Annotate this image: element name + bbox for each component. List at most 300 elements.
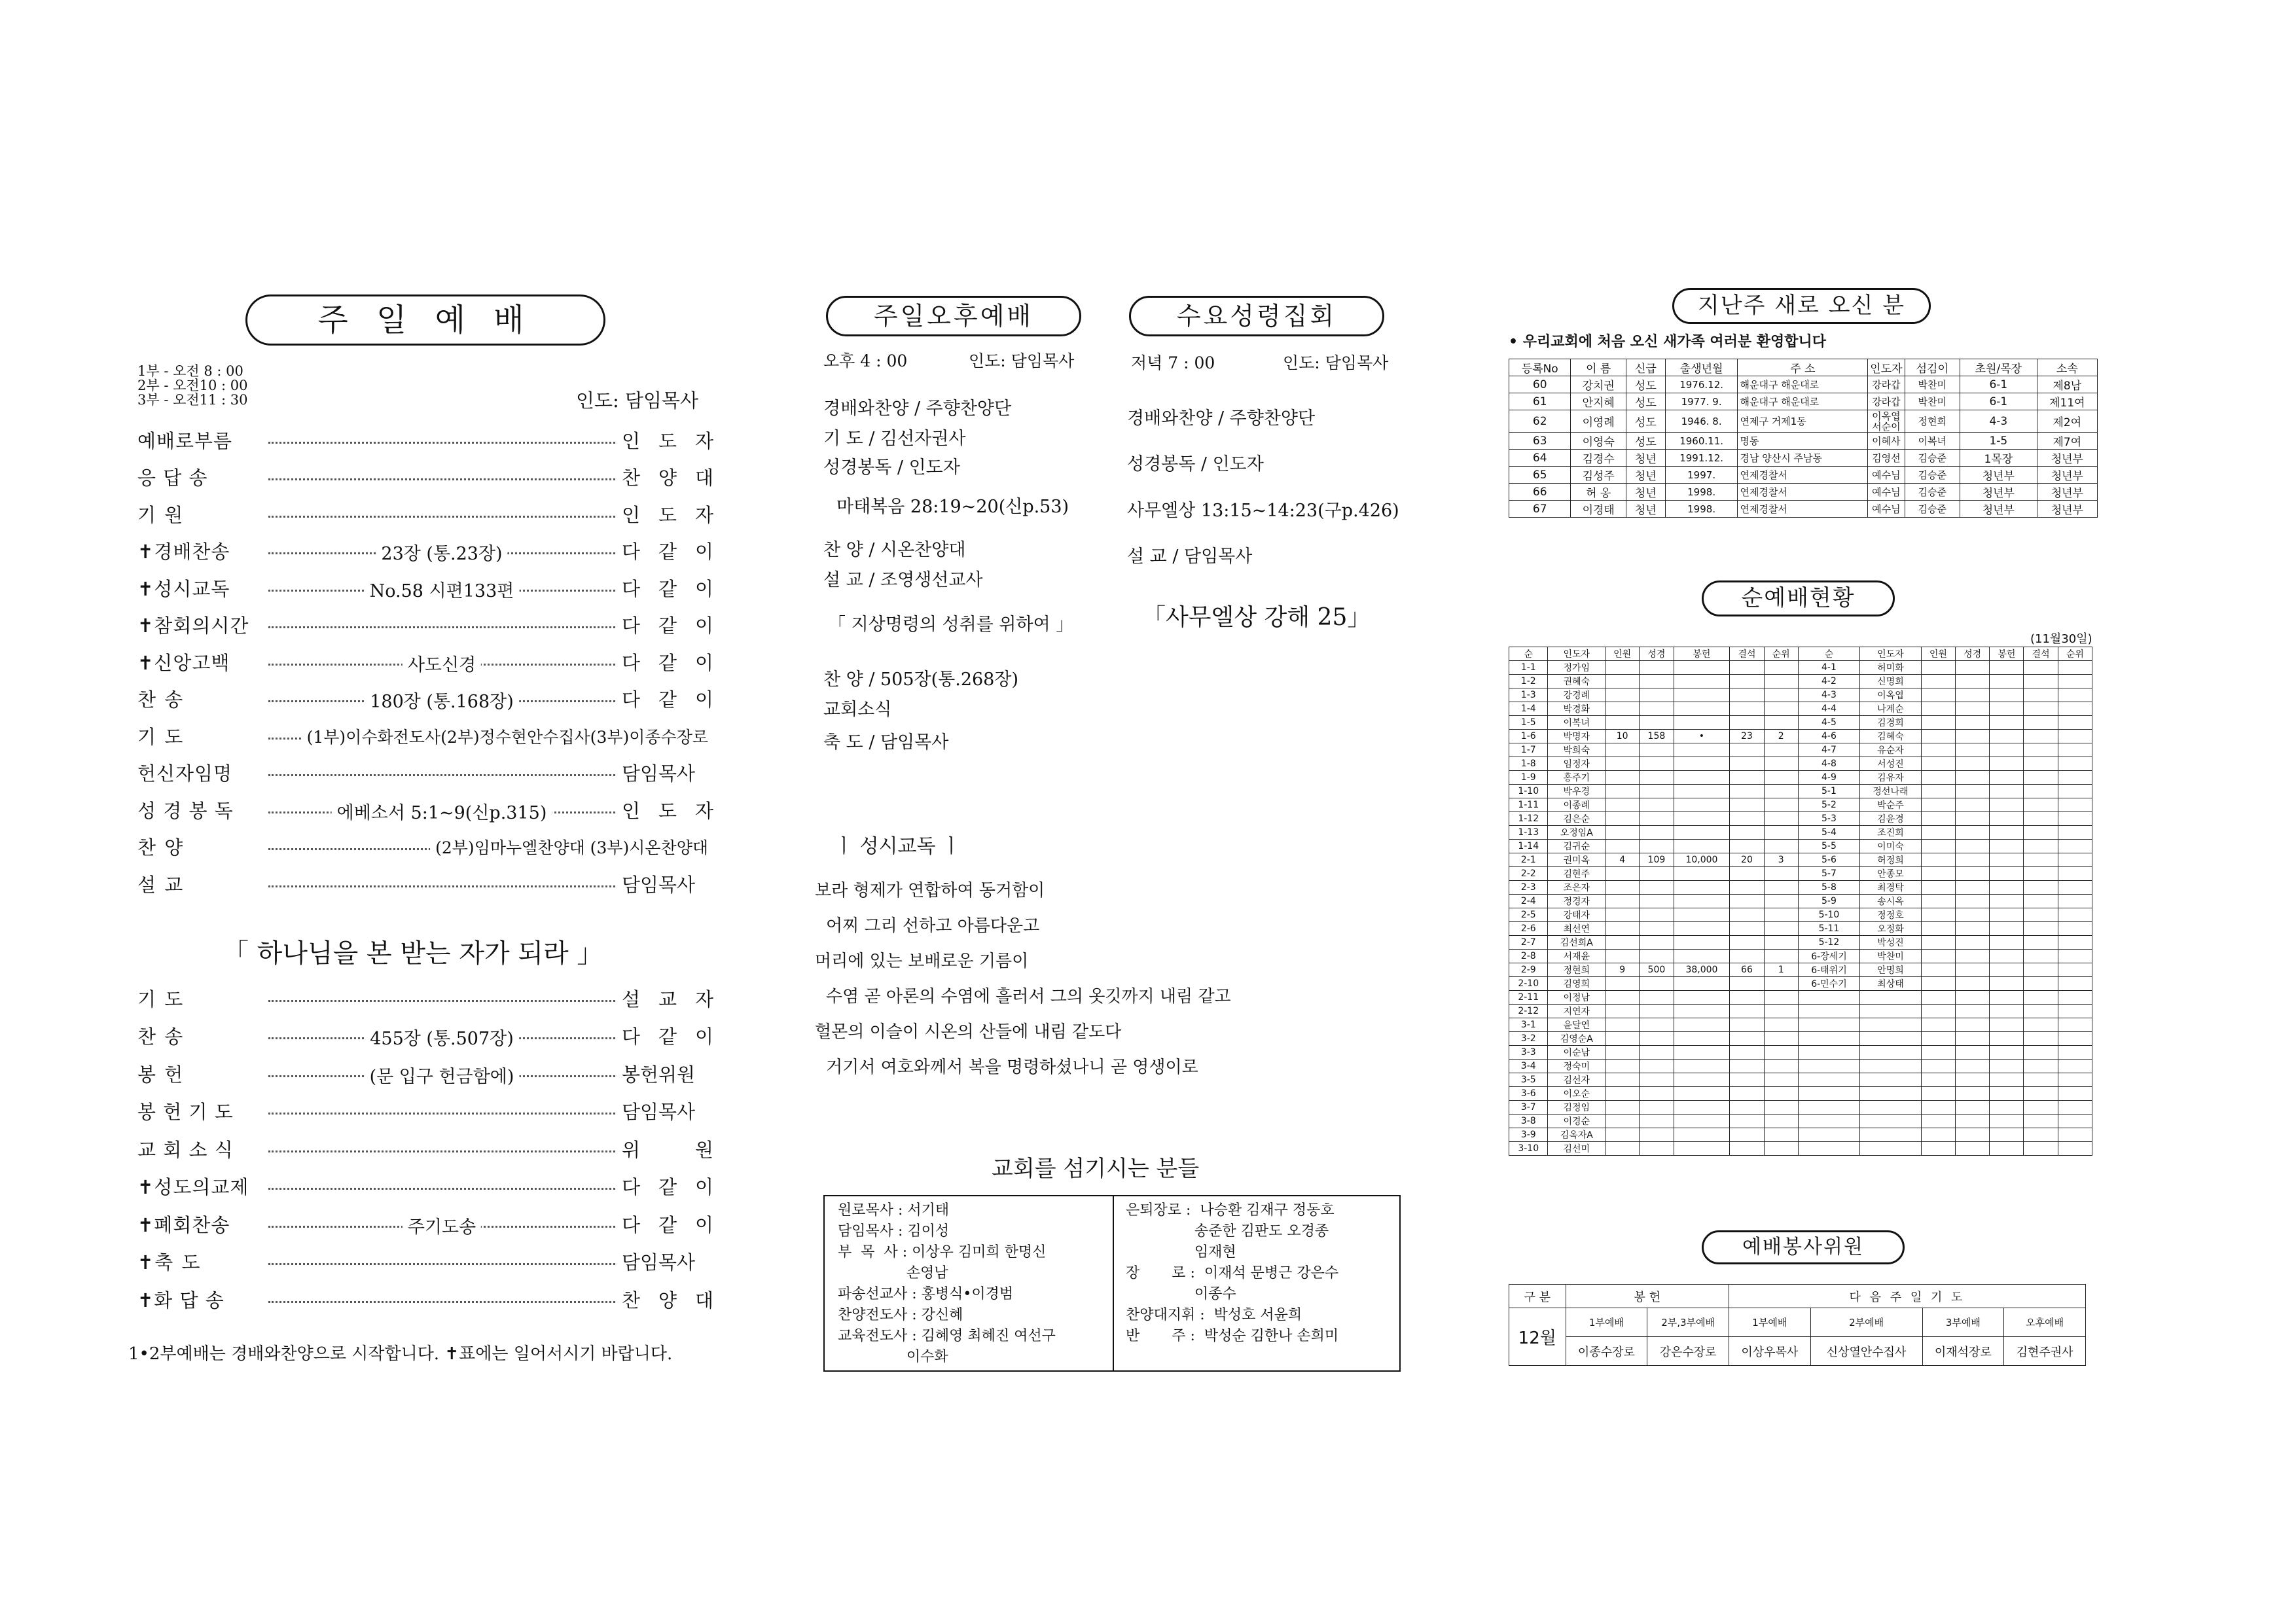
order-row — [137, 501, 713, 527]
table-header-cell: 주 소 — [1738, 359, 1868, 376]
table-header-cell: 출생년월 — [1665, 359, 1738, 376]
table-cell — [1956, 1142, 1990, 1156]
table-cell: 5-12 — [1798, 936, 1859, 950]
wednesday-title: 수요성령집회 — [1176, 302, 1337, 330]
table-cell — [2058, 1101, 2092, 1115]
table-cell — [1730, 1032, 1764, 1046]
table-cell — [1860, 991, 1922, 1005]
servant-line: 원로목사 : 서기태 — [838, 1202, 950, 1219]
order-label: 봉 헌 기 도 — [137, 1101, 234, 1123]
servant-line: 장 로 : 이재석 문병근 강은수 — [1126, 1265, 1339, 1281]
table-row — [1509, 963, 2092, 977]
table-row — [1509, 688, 2092, 702]
table-cell — [1956, 1060, 1990, 1073]
table-cell — [1730, 1128, 1764, 1142]
reading-line: 거기서 여호와께서 복을 명령하셨나니 곧 영생이로 — [826, 1058, 1198, 1077]
table-row — [1509, 410, 2098, 433]
order-row — [137, 612, 713, 638]
table-row — [1509, 1142, 2092, 1156]
order-row — [137, 575, 713, 601]
table-cell: 이종례 — [1548, 798, 1605, 812]
table-cell — [2024, 840, 2058, 853]
table-cell — [1860, 1046, 1922, 1060]
table-cell: 안명희 — [1860, 963, 1922, 977]
table-cell — [1990, 688, 2024, 702]
table-cell — [1674, 881, 1730, 895]
table-cell — [1764, 1101, 1798, 1115]
committee-sub-1: 2부,3부예배 — [1647, 1308, 1729, 1337]
table-header-cell: 인도자 — [1868, 359, 1905, 376]
table-cell — [1730, 1087, 1764, 1101]
table-cell: 이미숙 — [1860, 840, 1922, 853]
table-cell — [1674, 840, 1730, 853]
table-cell: 박희숙 — [1548, 743, 1605, 757]
table-cell — [1640, 1060, 1674, 1073]
table-cell — [1921, 743, 1955, 757]
order-person: 찬 양 대 — [622, 467, 713, 489]
table-cell: 1977. 9. — [1665, 393, 1738, 410]
table-cell — [1640, 798, 1674, 812]
servant-line: 찬양대지휘 : 박성호 서윤희 — [1126, 1307, 1302, 1323]
table-cell — [1860, 1005, 1922, 1018]
table-cell: 정경자 — [1548, 895, 1605, 908]
table-cell — [1730, 771, 1764, 785]
table-cell — [1605, 812, 1640, 826]
table-cell — [1921, 963, 1955, 977]
afternoon-line: 경배와찬양 / 주향찬양단 — [823, 399, 1012, 419]
table-cell — [2058, 922, 2092, 936]
order-label: ✝신앙고백 — [137, 651, 230, 674]
order-person: 봉헌위원 — [622, 1063, 696, 1086]
table-cell — [1990, 922, 2024, 936]
order-leader-dots — [268, 1263, 615, 1265]
table-cell — [1640, 702, 1674, 716]
table-cell — [1674, 1032, 1730, 1046]
table-cell: 4-3 — [1798, 688, 1859, 702]
table-cell — [1730, 826, 1764, 840]
table-cell — [1990, 908, 2024, 922]
servant-line: 반 주 : 박성순 김한나 손희미 — [1126, 1328, 1339, 1344]
table-cell: 청년부 — [1960, 467, 2037, 484]
table-cell: 김혜숙 — [1860, 730, 1922, 743]
table-row — [1509, 826, 2092, 840]
table-cell — [2058, 908, 2092, 922]
table-cell — [1674, 1060, 1730, 1073]
table-cell — [2058, 1046, 2092, 1060]
table-row — [1509, 467, 2098, 484]
table-cell — [1674, 1101, 1730, 1115]
table-cell — [1921, 1115, 1955, 1128]
table-cell: 연제경찰서 — [1738, 501, 1868, 518]
table-cell — [1798, 1060, 1859, 1073]
order-leader-dots — [268, 580, 615, 601]
sunday-title-box — [245, 294, 605, 346]
table-cell — [1674, 743, 1730, 757]
table-cell: 강라갑 — [1868, 376, 1905, 393]
table-cell: 1-3 — [1509, 688, 1548, 702]
table-cell — [1956, 702, 1990, 716]
table-cell — [2024, 661, 2058, 675]
committee-h-prayer: 다 음 주 일 기 도 — [1729, 1285, 2085, 1308]
table-cell: 이복녀 — [1905, 433, 1960, 450]
committee-sub-5: 오후예배 — [2004, 1308, 2086, 1337]
table-cell — [1990, 1101, 2024, 1115]
table-cell: 제11여 — [2037, 393, 2097, 410]
order-person: 찬 양 대 — [622, 1289, 713, 1311]
servant-line: 이수화 — [838, 1349, 948, 1365]
table-cell: 안종모 — [1860, 867, 1922, 881]
table-row — [1509, 895, 2092, 908]
table-cell: 신명희 — [1860, 675, 1922, 688]
table-cell — [1674, 812, 1730, 826]
order-leader-dots — [268, 1000, 615, 1002]
table-cell — [1640, 716, 1674, 730]
table-cell — [1764, 826, 1798, 840]
table-cell — [1674, 867, 1730, 881]
sunday-sermon-title: 「 하나님을 본 받는 자가 되라 」 — [223, 938, 603, 969]
newcomers-title: 지난주 새로 오신 분 — [1697, 293, 1906, 319]
table-cell — [2024, 1046, 2058, 1060]
table-cell: 1960.11. — [1665, 433, 1738, 450]
sunday-note: 1•2부예배는 경배와찬양으로 시작합니다. ✝표에는 일어서시기 바랍니다. — [128, 1344, 673, 1364]
table-cell — [1674, 771, 1730, 785]
table-cell — [1956, 1115, 1990, 1128]
table-cell — [1605, 1115, 1640, 1128]
reading-line: 머리에 있는 보배로운 기름이 — [815, 952, 1029, 971]
table-cell — [1990, 840, 2024, 853]
committee-name-3: 신상열안수집사 — [1810, 1337, 1922, 1366]
servant-line: 교육전도사 : 김혜영 최혜진 여선구 — [838, 1328, 1056, 1344]
table-cell — [1674, 688, 1730, 702]
table-cell — [1730, 702, 1764, 716]
table-cell — [1764, 1142, 1798, 1156]
table-cell — [1605, 1142, 1640, 1156]
order-leader-dots — [268, 1150, 615, 1152]
table-cell — [2058, 1005, 2092, 1018]
table-cell — [1990, 895, 2024, 908]
order-detail: No.58 시편133편 — [365, 577, 520, 602]
table-cell — [1990, 812, 2024, 826]
table-cell — [1764, 785, 1798, 798]
table-cell — [1921, 1073, 1955, 1087]
table-cell: 9 — [1605, 963, 1640, 977]
table-cell: 3-10 — [1509, 1142, 1548, 1156]
order-row — [137, 834, 713, 860]
table-cell — [1956, 1046, 1990, 1060]
table-cell — [1674, 950, 1730, 963]
table-cell — [2058, 895, 2092, 908]
table-cell — [1921, 785, 1955, 798]
order-person: 담임목사 — [622, 1251, 696, 1274]
table-cell — [1921, 977, 1955, 991]
table-row — [1509, 433, 2098, 450]
order-label: 예배로부름 — [137, 429, 233, 452]
table-cell — [1640, 1018, 1674, 1032]
order-label: 기 도 — [137, 988, 185, 1010]
table-cell: 1998. — [1665, 501, 1738, 518]
table-cell — [1640, 922, 1674, 936]
table-cell — [1730, 798, 1764, 812]
table-row — [1509, 936, 2092, 950]
order-row — [137, 985, 713, 1011]
servant-line: 이종수 — [1126, 1286, 1236, 1302]
table-cell — [1956, 826, 1990, 840]
table-cell — [1640, 1142, 1674, 1156]
table-cell: 109 — [1640, 853, 1674, 867]
table-cell — [1764, 1005, 1798, 1018]
wednesday-time: 저녁 7 : 00 — [1131, 353, 1215, 372]
table-cell: 1-2 — [1509, 675, 1548, 688]
table-cell — [2058, 991, 2092, 1005]
order-row — [137, 1173, 713, 1200]
table-cell — [1605, 743, 1640, 757]
table-cell — [2024, 1087, 2058, 1101]
table-cell — [1605, 895, 1640, 908]
table-cell — [1764, 743, 1798, 757]
table-cell — [1730, 743, 1764, 757]
worship-status-table — [1509, 647, 2092, 1156]
servant-line: 은퇴장로 : 나승환 김재구 정동호 — [1126, 1202, 1335, 1219]
order-detail: 에베소서 5:1~9(신p.315) — [332, 798, 552, 824]
order-leader-dots — [268, 478, 615, 480]
table-cell: 김선미 — [1548, 1142, 1605, 1156]
table-row — [1509, 702, 2092, 716]
table-row — [1509, 1073, 2092, 1087]
table-cell — [1674, 936, 1730, 950]
table-cell: 김승준 — [1905, 467, 1960, 484]
afternoon-line: 찬 양 / 시온찬양대 — [823, 540, 966, 560]
table-cell: 158 — [1640, 730, 1674, 743]
table-row — [1509, 867, 2092, 881]
table-cell — [1921, 950, 1955, 963]
table-cell — [1764, 950, 1798, 963]
table-cell — [1730, 785, 1764, 798]
table-cell — [1730, 991, 1764, 1005]
table-cell — [1990, 1128, 2024, 1142]
table-cell — [1730, 675, 1764, 688]
table-cell: 6-1 — [1960, 393, 2037, 410]
table-cell — [1921, 1046, 1955, 1060]
table-cell: 박찬미 — [1905, 393, 1960, 410]
table-cell — [1730, 881, 1764, 895]
table-cell — [1798, 1101, 1859, 1115]
table-header-cell: 봉헌 — [1674, 647, 1730, 661]
servant-line: 부 목 사 : 이상우 김미희 한명신 — [838, 1244, 1047, 1260]
table-cell — [1990, 771, 2024, 785]
table-cell — [1798, 1128, 1859, 1142]
table-cell: 허미화 — [1860, 661, 1922, 675]
wednesday-line: 성경봉독 / 인도자 — [1127, 454, 1264, 474]
table-cell: 10 — [1605, 730, 1640, 743]
table-cell — [1990, 1060, 2024, 1073]
table-cell — [1921, 716, 1955, 730]
table-cell: 오정임A — [1548, 826, 1605, 840]
table-cell: 3-8 — [1509, 1115, 1548, 1128]
table-cell — [1764, 991, 1798, 1005]
table-cell — [2024, 1073, 2058, 1087]
table-cell — [1640, 785, 1674, 798]
table-cell — [1640, 908, 1674, 922]
table-cell — [1640, 688, 1674, 702]
order-leader-dots — [268, 802, 615, 823]
table-row — [1509, 1101, 2092, 1115]
table-cell: 3-1 — [1509, 1018, 1548, 1032]
table-cell — [1860, 1115, 1922, 1128]
table-cell — [1956, 853, 1990, 867]
table-cell: 6-장세기 — [1798, 950, 1859, 963]
table-cell — [1764, 702, 1798, 716]
table-cell — [2058, 977, 2092, 991]
table-row — [1509, 1046, 2092, 1060]
table-cell — [1921, 908, 1955, 922]
table-cell — [1860, 1018, 1922, 1032]
table-cell: 1-1 — [1509, 661, 1548, 675]
table-cell: 5-2 — [1798, 798, 1859, 812]
table-cell: 1991.12. — [1665, 450, 1738, 467]
table-cell — [1990, 1087, 2024, 1101]
table-cell — [1640, 675, 1674, 688]
table-cell — [1990, 743, 2024, 757]
table-cell — [1640, 950, 1674, 963]
table-cell — [1605, 922, 1640, 936]
table-cell: 최경탁 — [1860, 881, 1922, 895]
table-cell: 4-2 — [1798, 675, 1859, 688]
table-cell — [1674, 1046, 1730, 1060]
table-cell: 2-12 — [1509, 1005, 1548, 1018]
table-cell — [1860, 1032, 1922, 1046]
table-cell — [1921, 702, 1955, 716]
table-cell — [1956, 895, 1990, 908]
committee-sub-0: 1부예배 — [1566, 1308, 1647, 1337]
table-cell — [1605, 991, 1640, 1005]
table-cell: 청년 — [1626, 467, 1665, 484]
table-cell — [1990, 702, 2024, 716]
table-cell: 김옥자A — [1548, 1128, 1605, 1142]
wednesday-sermon-title: 「사무엘상 강해 25」 — [1142, 604, 1371, 631]
table-cell — [1605, 757, 1640, 771]
table-cell — [2024, 1018, 2058, 1032]
table-cell: 유순자 — [1860, 743, 1922, 757]
table-row — [1509, 798, 2092, 812]
table-cell — [1764, 1115, 1798, 1128]
table-cell — [1674, 798, 1730, 812]
table-cell — [1730, 1115, 1764, 1128]
table-cell — [1605, 702, 1640, 716]
committee-month: 12월 — [1509, 1308, 1566, 1366]
table-cell: 이옥엽 서순이 — [1868, 410, 1905, 433]
table-cell: 6-태위기 — [1798, 963, 1859, 977]
order-leader-dots — [268, 727, 708, 747]
table-cell — [1730, 936, 1764, 950]
table-cell — [1921, 688, 1955, 702]
table-cell — [1956, 977, 1990, 991]
table-cell: 김윤경 — [1860, 812, 1922, 826]
order-leader-dots — [268, 1113, 615, 1115]
service-committee-table — [1509, 1284, 2086, 1366]
table-cell: 1998. — [1665, 484, 1738, 501]
table-cell: 3-4 — [1509, 1060, 1548, 1073]
table-cell — [1921, 771, 1955, 785]
table-cell — [1921, 1128, 1955, 1142]
table-cell — [1605, 1032, 1640, 1046]
table-cell — [1764, 771, 1798, 785]
table-cell: 이정남 — [1548, 991, 1605, 1005]
table-cell: 3 — [1764, 853, 1798, 867]
table-cell — [1674, 1005, 1730, 1018]
order-person: 인 도 자 — [622, 503, 713, 526]
order-person: 다 같 이 — [622, 651, 713, 674]
table-cell — [1956, 743, 1990, 757]
table-cell — [1640, 840, 1674, 853]
table-cell — [1956, 1087, 1990, 1101]
table-cell: 5-8 — [1798, 881, 1859, 895]
committee-sub-3: 2부예배 — [1810, 1308, 1922, 1337]
table-cell — [2058, 881, 2092, 895]
table-cell: 강라갑 — [1868, 393, 1905, 410]
table-cell — [1921, 853, 1955, 867]
table-cell — [1674, 977, 1730, 991]
committee-name-2: 이상우목사 — [1729, 1337, 1810, 1366]
order-detail: 180장 (통.168장) — [365, 687, 519, 713]
order-detail: 주기도송 — [403, 1213, 481, 1238]
table-cell: 명동 — [1738, 433, 1868, 450]
table-row — [1509, 977, 2092, 991]
table-cell — [2058, 963, 2092, 977]
order-label: ✝축 도 — [137, 1251, 202, 1274]
table-cell — [1674, 1018, 1730, 1032]
afternoon-line: 성경봉독 / 인도자 — [823, 457, 960, 478]
table-cell — [1640, 1032, 1674, 1046]
table-cell: 1946. 8. — [1665, 410, 1738, 433]
table-cell — [1921, 1005, 1955, 1018]
table-cell: 1목장 — [1960, 450, 2037, 467]
table-cell — [2058, 716, 2092, 730]
table-cell — [1956, 867, 1990, 881]
table-cell — [1956, 1128, 1990, 1142]
table-cell: 정정호 — [1860, 908, 1922, 922]
time-2: 2부 - 오전10 : 00 — [137, 378, 248, 393]
table-cell — [1921, 881, 1955, 895]
servants-right — [1126, 1200, 1338, 1347]
afternoon-leader: 인도: 담임목사 — [969, 351, 1075, 370]
order-leader-dots — [268, 1029, 615, 1049]
table-cell — [1674, 991, 1730, 1005]
table-cell: 5-4 — [1798, 826, 1859, 840]
table-cell: 청년부 — [2037, 467, 2097, 484]
table-cell: 5-11 — [1798, 922, 1859, 936]
table-cell: • — [1674, 730, 1730, 743]
table-row — [1509, 812, 2092, 826]
table-cell — [1956, 1018, 1990, 1032]
table-cell — [2058, 1060, 2092, 1073]
table-cell: 김현주 — [1548, 867, 1605, 881]
table-cell: 김유자 — [1860, 771, 1922, 785]
table-header-cell: 순위 — [2058, 647, 2092, 661]
order-label: 기 도 — [137, 725, 185, 748]
table-cell — [1730, 1073, 1764, 1087]
table-cell — [1921, 675, 1955, 688]
table-cell — [2024, 743, 2058, 757]
table-cell — [1956, 922, 1990, 936]
table-row — [1509, 1060, 2092, 1073]
table-cell — [1990, 798, 2024, 812]
table-cell: 조진희 — [1860, 826, 1922, 840]
table-cell: 서재윤 — [1548, 950, 1605, 963]
table-cell — [1730, 661, 1764, 675]
table-cell — [2024, 895, 2058, 908]
servant-line: 임재현 — [1126, 1244, 1236, 1260]
table-cell: 청년부 — [1960, 484, 2037, 501]
